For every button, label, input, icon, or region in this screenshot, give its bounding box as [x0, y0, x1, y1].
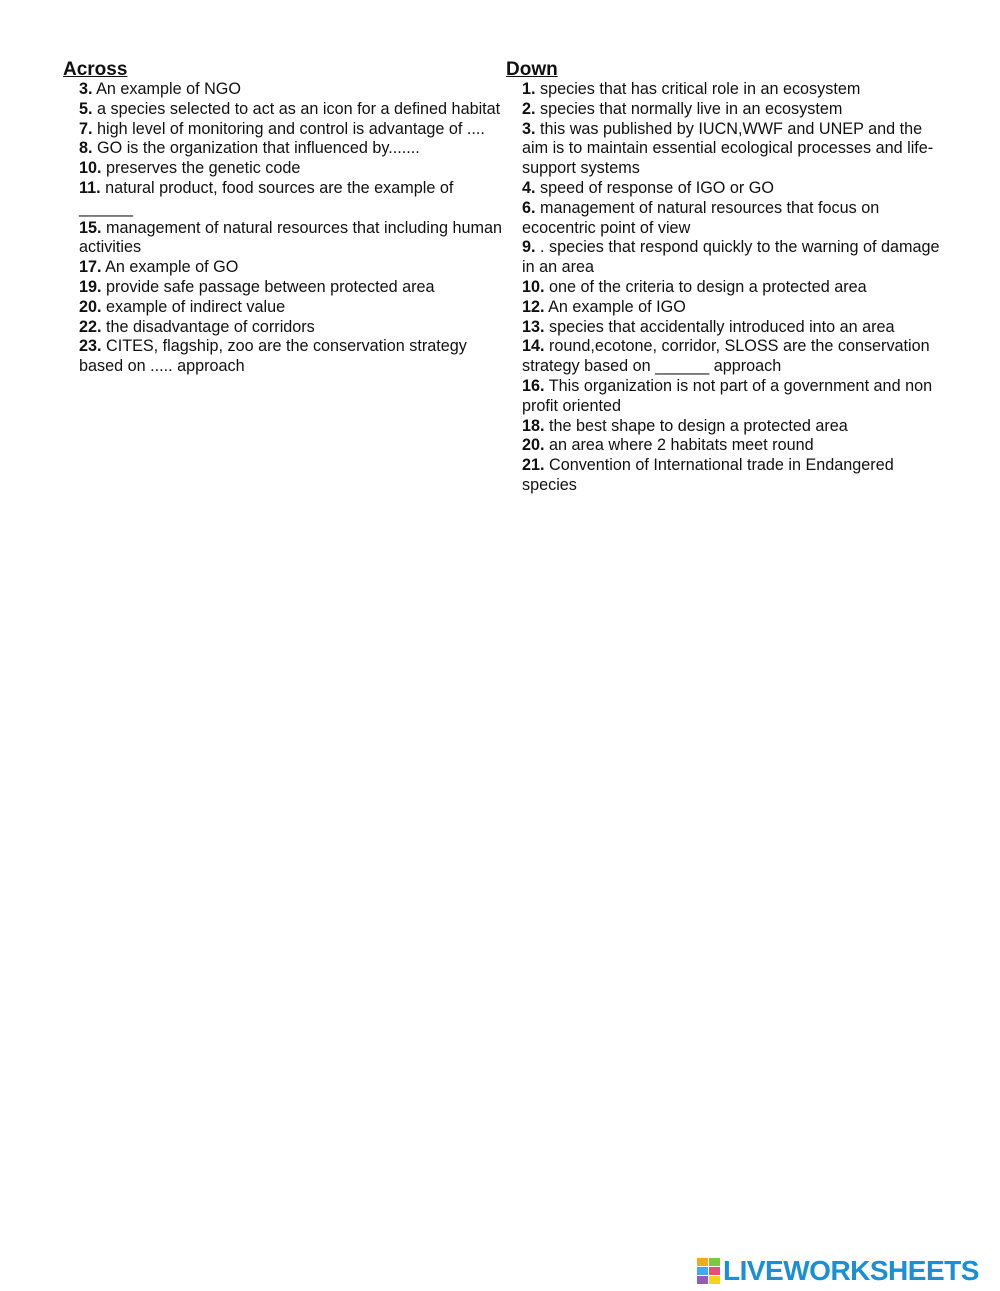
across-clue [63, 80, 503, 100]
down-clue [506, 456, 946, 496]
down-clue [506, 80, 946, 100]
logo-tile [709, 1267, 720, 1275]
across-clue [63, 179, 503, 219]
down-clue [506, 179, 946, 199]
clue-text: This organization is not part of a government and non profit oriented [522, 376, 933, 415]
clue-text: high level of monitoring and control is advantage of .... [97, 119, 485, 138]
down-clue [506, 278, 946, 298]
clue-number: 16. [522, 376, 545, 395]
clue-text: this was published by IUCN,WWF and UNEP and the aim is to maintain essential ecological processes and life-support systems [522, 119, 934, 178]
across-clue-list [63, 80, 503, 377]
clue-text: An example of NGO [96, 80, 241, 98]
across-clue [63, 120, 503, 140]
clue-number: 6. [522, 198, 536, 217]
clue-text: natural product, food sources are the example of ______ [79, 178, 454, 217]
liveworksheets-logo[interactable] [697, 1256, 979, 1286]
logo-tile [709, 1276, 720, 1284]
down-clue [506, 199, 946, 239]
clue-text: Convention of International trade in Endangered species [522, 456, 894, 494]
down-clue [506, 318, 946, 338]
liveworksheets-logo-icon [697, 1258, 720, 1284]
across-heading: Across [63, 59, 128, 80]
clue-text: species that has critical role in an ecosystem [540, 80, 861, 98]
down-clue [506, 100, 946, 120]
clue-text: species that normally live in an ecosystem [540, 99, 843, 118]
brand-name: LIVEWORKSHEETS [723, 1255, 979, 1286]
clue-number: 13. [522, 317, 545, 336]
clue-text: the disadvantage of corridors [106, 317, 315, 336]
clue-text: a species selected to act as an icon for a defined habitat [97, 99, 501, 118]
down-clue [506, 436, 946, 456]
across-clue [63, 298, 503, 318]
across-clue [63, 318, 503, 338]
clue-number: 20. [79, 297, 102, 316]
across-column [63, 58, 503, 377]
clue-number: 4. [522, 178, 536, 197]
down-clue-list [506, 80, 946, 496]
across-clue [63, 100, 503, 120]
clue-number: 19. [79, 277, 102, 296]
across-clue [63, 258, 503, 278]
clue-number: 2. [522, 99, 536, 118]
clue-text: An example of GO [105, 258, 239, 277]
down-heading: Down [506, 59, 558, 80]
clue-text: round,ecotone, corridor, SLOSS are the conservation strategy based on ______ approach [522, 337, 930, 376]
logo-tile [697, 1258, 708, 1266]
clue-number: 3. [79, 80, 93, 98]
clue-number: 18. [522, 416, 545, 435]
clue-text: management of natural resources that focus on ecocentric point of view [522, 198, 880, 237]
clue-number: 1. [522, 80, 536, 98]
across-clue [63, 159, 503, 179]
clue-number: 17. [79, 258, 102, 277]
across-clue [63, 139, 503, 159]
clue-number: 11. [79, 178, 101, 197]
clue-number: 12. [522, 297, 545, 316]
clue-text: speed of response of IGO or GO [540, 178, 774, 197]
down-column [506, 58, 946, 496]
clue-number: 21. [522, 456, 545, 475]
across-clue [63, 219, 503, 259]
clue-number: 7. [79, 119, 93, 138]
down-clue [506, 337, 946, 377]
clue-number: 20. [522, 436, 545, 455]
clue-text: one of the criteria to design a protected area [549, 277, 867, 296]
clue-text: An example of IGO [548, 297, 686, 316]
clue-number: 22. [79, 317, 102, 336]
clue-number: 15. [79, 218, 102, 237]
down-clue [506, 417, 946, 437]
clue-text: the best shape to design a protected area [549, 416, 848, 435]
logo-tile [709, 1258, 720, 1266]
clue-number: 14. [522, 337, 545, 356]
clue-text: an area where 2 habitats meet round [549, 436, 814, 455]
clue-number: 5. [79, 99, 93, 118]
clue-number: 9. [522, 238, 536, 257]
clue-text: species that accidentally introduced into an area [549, 317, 895, 336]
clue-number: 23. [79, 337, 102, 356]
down-clue [506, 238, 946, 278]
clue-text: provide safe passage between protected area [106, 277, 435, 296]
clue-text: example of indirect value [106, 297, 286, 316]
clue-number: 10. [522, 277, 545, 296]
logo-tile [697, 1276, 708, 1284]
clue-number: 10. [79, 159, 102, 178]
logo-tile [697, 1267, 708, 1275]
down-clue [506, 120, 946, 179]
across-clue [63, 278, 503, 298]
down-clue [506, 377, 946, 417]
down-clue [506, 298, 946, 318]
clue-number: 8. [79, 139, 93, 158]
clue-text: GO is the organization that influenced by....... [97, 139, 420, 158]
clue-text: management of natural resources that including human activities [79, 218, 502, 257]
clue-number: 3. [522, 119, 536, 138]
clue-text: . species that respond quickly to the warning of damage in an area [522, 238, 940, 277]
clue-text: preserves the genetic code [106, 159, 301, 178]
across-clue [63, 337, 503, 377]
clue-text: CITES, flagship, zoo are the conservation strategy based on ..... approach [79, 337, 467, 376]
